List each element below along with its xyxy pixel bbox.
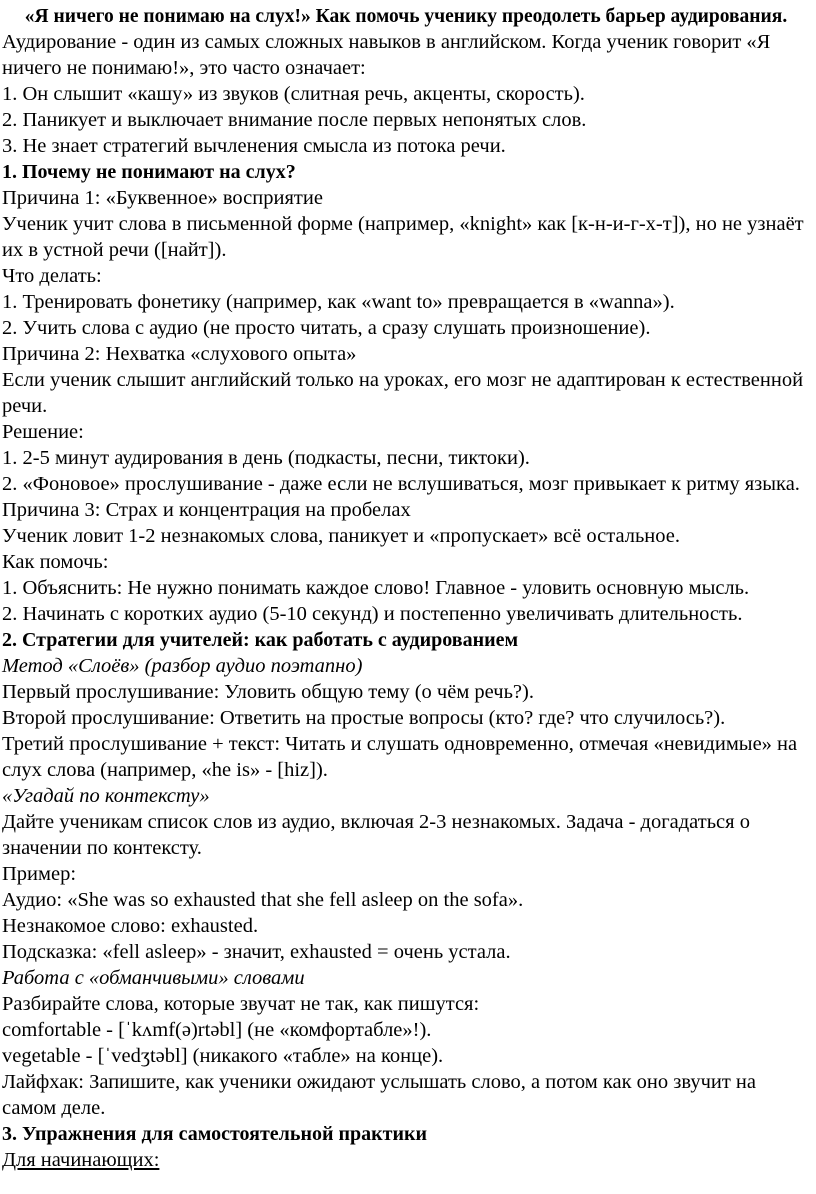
document-title: «Я ничего не понимаю на слух!» Как помочь ученику преодолеть барьер аудирования. <box>24 6 788 27</box>
todo-item: 2. Учить слова с аудио (не просто читать, а сразу слушать произношение). <box>2 317 651 339</box>
method-title: Метод «Слоёв» (разбор аудио поэтапно) <box>2 655 363 677</box>
lifehack-text: Лайфхак: Запишите, как ученики ожидают услышать слово, а потом как оно звучит на самом деле. <box>2 1071 757 1119</box>
help-item: 1. Объяснить: Не нужно понимать каждое слово! Главное - уловить основную мысль. <box>2 577 750 599</box>
word-example: comfortable - [ˈkʌmf(ə)rtəbl] (не «комфортабле»!). <box>2 1019 432 1041</box>
example-hint: Подсказка: «fell asleep» - значит, exhausted = очень устала. <box>2 941 511 963</box>
word-example: vegetable - [ˈvedʒtəbl] (никакого «табле» на конце). <box>2 1045 444 1067</box>
example-audio: Аудио: «She was so exhausted that she fell asleep on the sofa». <box>2 889 524 911</box>
section-heading: 3. Упражнения для самостоятельной практики <box>2 1123 428 1145</box>
example-unknown: Незнакомое слово: exhausted. <box>2 915 259 937</box>
reason-text: Ученик учит слова в письменной форме (например, «knight» как [к-н-и-г-х-т]), но не узнаёт их в устной речи ([найт]). <box>2 213 804 261</box>
solution-item: 2. «Фоновое» прослушивание - даже если не вслушиваться, мозг привыкает к ритму языка. <box>2 473 800 495</box>
reason-text: Если ученик слышит английский только на уроках, его мозг не адаптирован к естественной речи. <box>2 369 804 417</box>
section-heading: 1. Почему не понимают на слух? <box>2 161 296 183</box>
intro-paragraph: Аудирование - один из самых сложных навыков в английском. Когда ученик говорит «Я ничего не понимаю!», это часто означает: <box>2 31 771 79</box>
reason-title: Причина 3: Страх и концентрация на пробелах <box>2 499 411 521</box>
todo-item: 1. Тренировать фонетику (например, как «want to» превращается в «wanna»). <box>2 291 675 313</box>
section-heading: 2. Стратегии для учителей: как работать с аудированием <box>2 629 519 651</box>
help-item: 2. Начинать с коротких аудио (5-10 секунд) и постепенно увеличивать длительность. <box>2 603 743 625</box>
method-step: Первый прослушивание: Уловить общую тему (о чём речь?). <box>2 681 534 703</box>
method-title: «Угадай по контексту» <box>2 785 210 807</box>
solution-item: 1. 2-5 минут аудирования в день (подкасты, песни, тиктоки). <box>2 447 530 469</box>
intro-point: 1. Он слышит «кашу» из звуков (слитная речь, акценты, скорость). <box>2 83 585 105</box>
method-step: Второй прослушивание: Ответить на простые вопросы (кто? где? что случилось?). <box>2 707 726 729</box>
reason-title: Причина 2: Нехватка «слухового опыта» <box>2 343 357 365</box>
help-label: Как помочь: <box>2 551 109 573</box>
method-step: Третий прослушивание + текст: Читать и слушать одновременно, отмечая «невидимые» на слух слова (например, «he is» - [hiz]). <box>2 733 798 781</box>
solution-label: Решение: <box>2 421 84 443</box>
beginners-label: Для начинающих: <box>2 1149 160 1171</box>
intro-point: 3. Не знает стратегий вычленения смысла из потока речи. <box>2 135 506 157</box>
reason-text: Ученик ловит 1-2 незнакомых слова, паникует и «пропускает» всё остальное. <box>2 525 681 547</box>
example-label: Пример: <box>2 863 77 885</box>
method-text: Дайте ученикам список слов из аудио, включая 2-3 незнакомых. Задача - догадаться о значении по контексту. <box>2 811 750 859</box>
reason-title: Причина 1: «Буквенное» восприятие <box>2 187 323 209</box>
method-title: Работа с «обманчивыми» словами <box>2 967 305 989</box>
method-text: Разбирайте слова, которые звучат не так, как пишутся: <box>2 993 480 1015</box>
todo-label: Что делать: <box>2 265 102 287</box>
intro-point: 2. Паникует и выключает внимание после первых непонятых слов. <box>2 109 587 131</box>
